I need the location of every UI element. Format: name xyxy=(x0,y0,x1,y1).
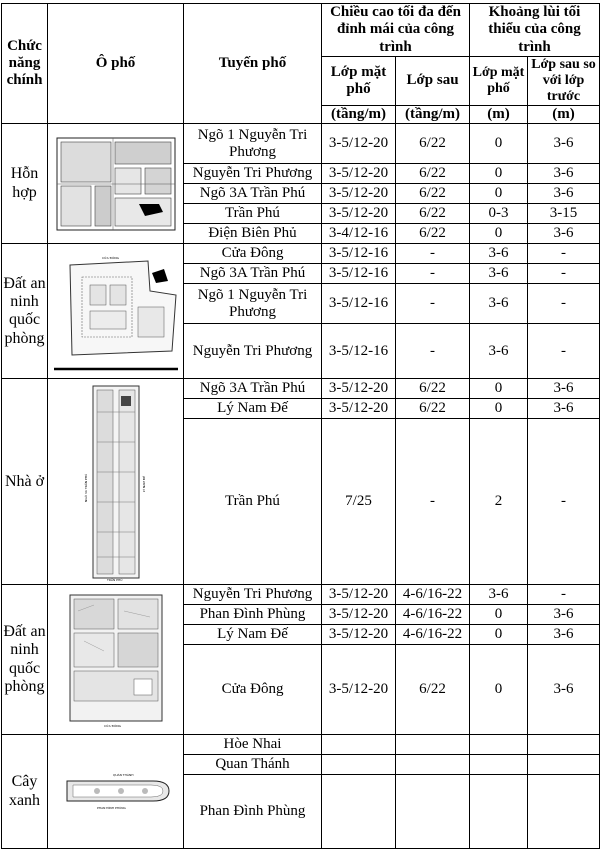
street-cell: Nguyễn Tri Phương xyxy=(184,324,322,379)
map-street-label: CỬA ĐÔNG xyxy=(103,723,121,728)
front-height-cell: 3-5/12-16 xyxy=(322,324,396,379)
header-unit-front: (tầng/m) xyxy=(322,106,396,124)
street-cell: Trần Phú xyxy=(184,204,322,224)
front-setback-cell: 0-3 xyxy=(470,204,528,224)
function-cell: Đất an ninh quốc phòng xyxy=(2,585,48,735)
front-height-cell: 3-5/12-16 xyxy=(322,284,396,324)
front-setback-cell: 2 xyxy=(470,419,528,585)
header-height-group: Chiều cao tối đa đến đỉnh mái của công trình xyxy=(322,4,470,57)
table-row xyxy=(2,379,600,399)
back-setback-cell: - xyxy=(528,244,600,264)
front-height-cell: 3-5/12-20 xyxy=(322,164,396,184)
back-setback-cell: 3-6 xyxy=(528,645,600,735)
front-height-cell: 3-5/12-20 xyxy=(322,399,396,419)
street-cell: Nguyễn Tri Phương xyxy=(184,585,322,605)
back-height-cell xyxy=(396,735,470,755)
back-height-cell xyxy=(396,775,470,849)
block-map-image xyxy=(53,132,179,236)
back-setback-cell: 3-6 xyxy=(528,224,600,244)
street-cell: Phan Đình Phùng xyxy=(184,605,322,625)
front-setback-cell: 0 xyxy=(470,605,528,625)
header-street: Tuyến phố xyxy=(184,4,322,124)
header-front-layer: Lớp mặt phố xyxy=(322,56,396,105)
street-cell: Ngõ 3A Trần Phú xyxy=(184,184,322,204)
front-height-cell: 3-5/12-16 xyxy=(322,264,396,284)
front-setback-cell xyxy=(470,775,528,849)
street-cell: Lý Nam Đế xyxy=(184,399,322,419)
front-setback-cell: 3-6 xyxy=(470,585,528,605)
back-setback-cell xyxy=(528,775,600,849)
header-setback-front: Lớp mặt phố xyxy=(470,56,528,105)
map-street-label: NGÕ 3A TRẦN PHÚ xyxy=(83,473,88,502)
header-back-layer: Lớp sau xyxy=(396,56,470,105)
block-map-cell xyxy=(48,124,184,244)
function-cell: Cây xanh xyxy=(2,735,48,849)
front-setback-cell xyxy=(470,755,528,775)
block-map-image xyxy=(64,591,168,729)
back-setback-cell: 3-6 xyxy=(528,164,600,184)
back-height-cell: 6/22 xyxy=(396,224,470,244)
block-map-cell xyxy=(48,379,184,585)
street-cell: Nguyễn Tri Phương xyxy=(184,164,322,184)
street-cell: Ngõ 3A Trần Phú xyxy=(184,379,322,399)
front-setback-cell: 0 xyxy=(470,625,528,645)
front-setback-cell: 3-6 xyxy=(470,264,528,284)
front-setback-cell: 0 xyxy=(470,184,528,204)
block-map-cell xyxy=(48,244,184,379)
street-cell: Phan Đình Phùng xyxy=(184,775,322,849)
back-height-cell: 6/22 xyxy=(396,379,470,399)
block-map-cell xyxy=(48,735,184,849)
back-height-cell: 4-6/16-22 xyxy=(396,605,470,625)
front-height-cell: 3-5/12-20 xyxy=(322,379,396,399)
header-block: Ô phố xyxy=(48,4,184,124)
back-height-cell: 6/22 xyxy=(396,164,470,184)
back-height-cell: - xyxy=(396,324,470,379)
back-setback-cell: 3-6 xyxy=(528,379,600,399)
front-setback-cell: 3-6 xyxy=(470,244,528,264)
header-unit-sb-front: (m) xyxy=(470,106,528,124)
back-height-cell: 6/22 xyxy=(396,184,470,204)
front-height-cell: 3-5/12-20 xyxy=(322,204,396,224)
map-street-label: TRẦN PHÚ xyxy=(106,577,122,582)
front-setback-cell: 3-6 xyxy=(470,284,528,324)
header-unit-back: (tầng/m) xyxy=(396,106,470,124)
block-map-image xyxy=(81,382,151,582)
street-cell: Cửa Đông xyxy=(184,244,322,264)
function-cell: Hỗn hợp xyxy=(2,124,48,244)
back-height-cell: 6/22 xyxy=(396,399,470,419)
front-height-cell: 3-5/12-16 xyxy=(322,244,396,264)
front-setback-cell xyxy=(470,735,528,755)
table-row xyxy=(2,244,600,264)
table-row xyxy=(2,585,600,605)
front-setback-cell: 0 xyxy=(470,124,528,164)
back-setback-cell: - xyxy=(528,324,600,379)
front-height-cell: 3-5/12-20 xyxy=(322,585,396,605)
front-height-cell xyxy=(322,755,396,775)
back-height-cell: 4-6/16-22 xyxy=(396,625,470,645)
function-cell: Đất an ninh quốc phòng xyxy=(2,244,48,379)
block-map-cell xyxy=(48,585,184,735)
map-street-label: PHAN ĐÌNH PHÙNG xyxy=(96,805,126,810)
front-height-cell xyxy=(322,775,396,849)
back-setback-cell: - xyxy=(528,585,600,605)
header-function: Chức năng chính xyxy=(2,4,48,124)
back-setback-cell xyxy=(528,755,600,775)
back-height-cell: 6/22 xyxy=(396,645,470,735)
table-row xyxy=(2,735,600,755)
back-height-cell: - xyxy=(396,244,470,264)
front-height-cell xyxy=(322,735,396,755)
street-cell: Hòe Nhai xyxy=(184,735,322,755)
back-height-cell xyxy=(396,755,470,775)
street-cell: Lý Nam Đế xyxy=(184,625,322,645)
front-setback-cell: 0 xyxy=(470,379,528,399)
street-cell: Ngõ 1 Nguyễn Tri Phương xyxy=(184,124,322,164)
block-map-image xyxy=(57,767,175,817)
front-height-cell: 3-4/12-16 xyxy=(322,224,396,244)
back-setback-cell: 3-6 xyxy=(528,605,600,625)
front-setback-cell: 0 xyxy=(470,224,528,244)
back-setback-cell: 3-6 xyxy=(528,625,600,645)
back-setback-cell: 3-6 xyxy=(528,399,600,419)
front-height-cell: 3-5/12-20 xyxy=(322,625,396,645)
front-height-cell: 3-5/12-20 xyxy=(322,124,396,164)
street-cell: Điện Biên Phủ xyxy=(184,224,322,244)
street-cell: Cửa Đông xyxy=(184,645,322,735)
block-map-image xyxy=(52,251,180,371)
street-cell: Ngõ 1 Nguyễn Tri Phương xyxy=(184,284,322,324)
front-setback-cell: 0 xyxy=(470,164,528,184)
back-setback-cell: - xyxy=(528,284,600,324)
back-height-cell: - xyxy=(396,264,470,284)
back-setback-cell: 3-15 xyxy=(528,204,600,224)
front-setback-cell: 0 xyxy=(470,645,528,735)
back-setback-cell: - xyxy=(528,264,600,284)
front-setback-cell: 3-6 xyxy=(470,324,528,379)
back-height-cell: 6/22 xyxy=(396,124,470,164)
map-street-label: LÝ NAM ĐẾ xyxy=(141,475,146,492)
back-height-cell: 4-6/16-22 xyxy=(396,585,470,605)
street-cell: Trần Phú xyxy=(184,419,322,585)
street-cell: Ngõ 3A Trần Phú xyxy=(184,264,322,284)
header-setback-group: Khoảng lùi tối thiểu của công trình xyxy=(470,4,600,57)
zoning-table xyxy=(1,3,600,849)
back-height-cell: - xyxy=(396,284,470,324)
map-street-label: QUÁN THÁNH xyxy=(112,772,133,777)
header-setback-back: Lớp sau so với lớp trước xyxy=(528,56,600,105)
function-cell: Nhà ở xyxy=(2,379,48,585)
front-height-cell: 3-5/12-20 xyxy=(322,605,396,625)
table-row xyxy=(2,124,600,164)
back-setback-cell xyxy=(528,735,600,755)
front-setback-cell: 0 xyxy=(470,399,528,419)
back-height-cell: 6/22 xyxy=(396,204,470,224)
header-unit-sb-back: (m) xyxy=(528,106,600,124)
back-setback-cell: 3-6 xyxy=(528,184,600,204)
back-setback-cell: - xyxy=(528,419,600,585)
map-street-label: CỬA ĐÔNG xyxy=(101,256,119,261)
front-height-cell: 3-5/12-20 xyxy=(322,184,396,204)
front-height-cell: 7/25 xyxy=(322,419,396,585)
front-height-cell: 3-5/12-20 xyxy=(322,645,396,735)
back-height-cell: - xyxy=(396,419,470,585)
street-cell: Quan Thánh xyxy=(184,755,322,775)
back-setback-cell: 3-6 xyxy=(528,124,600,164)
